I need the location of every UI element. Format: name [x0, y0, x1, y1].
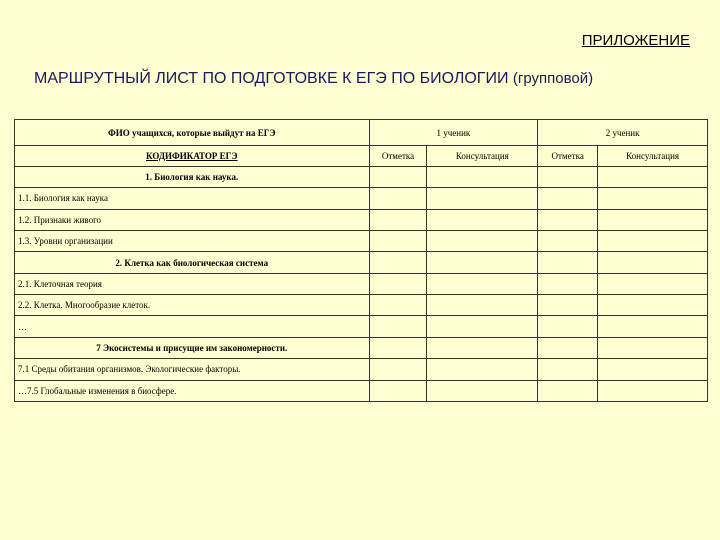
- topic-label: 2.1. Клеточная теория: [15, 273, 370, 294]
- consultation-cell[interactable]: [427, 209, 538, 230]
- topic-row: [15, 209, 708, 230]
- consultation-cell[interactable]: [427, 252, 538, 273]
- grade-cell[interactable]: [369, 337, 427, 358]
- student-2-consultation-header: Консультация: [598, 146, 708, 166]
- consultation-cell[interactable]: [598, 188, 708, 209]
- topic-label: …: [15, 316, 370, 337]
- student-2-header: 2 ученик: [538, 120, 708, 146]
- fio-header: ФИО учащихся, которые выйдут на ЕГЭ: [15, 120, 370, 146]
- section-title: 2. Клетка как биологическая система: [15, 252, 370, 273]
- consultation-cell[interactable]: [598, 166, 708, 187]
- grade-cell[interactable]: [538, 337, 598, 358]
- appendix-label: ПРИЛОЖЕНИЕ: [581, 32, 690, 49]
- consultation-cell[interactable]: [427, 316, 538, 337]
- section-title: 1. Биология как наука.: [15, 166, 370, 187]
- header-row-students: [15, 120, 708, 146]
- grade-cell[interactable]: [369, 252, 427, 273]
- consultation-cell[interactable]: [598, 209, 708, 230]
- consultation-cell[interactable]: [598, 252, 708, 273]
- consultation-cell[interactable]: [427, 380, 538, 401]
- section-row: [15, 337, 708, 358]
- consultation-cell[interactable]: [427, 273, 538, 294]
- title-main: МАРШРУТНЫЙ ЛИСТ ПО ПОДГОТОВКЕ К ЕГЭ ПО БИОЛОГИИ: [34, 70, 509, 87]
- consultation-cell[interactable]: [598, 337, 708, 358]
- consultation-cell[interactable]: [427, 230, 538, 251]
- topic-row: [15, 273, 708, 294]
- grade-cell[interactable]: [538, 188, 598, 209]
- grade-cell[interactable]: [369, 316, 427, 337]
- student-1-consultation-header: Консультация: [427, 146, 538, 166]
- topic-row: [15, 188, 708, 209]
- grade-cell[interactable]: [538, 359, 598, 380]
- topic-row: [15, 359, 708, 380]
- consultation-cell[interactable]: [598, 380, 708, 401]
- grade-cell[interactable]: [538, 166, 598, 187]
- grade-cell[interactable]: [538, 230, 598, 251]
- route-sheet-table: [14, 119, 708, 402]
- grade-cell[interactable]: [369, 273, 427, 294]
- consultation-cell[interactable]: [598, 359, 708, 380]
- grade-cell[interactable]: [538, 273, 598, 294]
- grade-cell[interactable]: [369, 166, 427, 187]
- consultation-cell[interactable]: [427, 188, 538, 209]
- grade-cell[interactable]: [538, 209, 598, 230]
- grade-cell[interactable]: [538, 252, 598, 273]
- topic-row: [15, 295, 708, 316]
- consultation-cell[interactable]: [598, 316, 708, 337]
- grade-cell[interactable]: [538, 380, 598, 401]
- topic-label: …7.5 Глобальные изменения в биосфере.: [15, 380, 370, 401]
- consultation-cell[interactable]: [427, 295, 538, 316]
- header-row-codifier: [15, 146, 708, 166]
- grade-cell[interactable]: [369, 295, 427, 316]
- grade-cell[interactable]: [369, 359, 427, 380]
- consultation-cell[interactable]: [427, 337, 538, 358]
- section-title: 7 Экосистемы и присущие им закономерности.: [15, 337, 370, 358]
- consultation-cell[interactable]: [598, 230, 708, 251]
- topic-label: 2.2. Клетка. Многообразие клеток.: [15, 295, 370, 316]
- codifier-header: КОДИФИКАТОР ЕГЭ: [15, 146, 370, 166]
- topic-row: [15, 380, 708, 401]
- grade-cell[interactable]: [369, 230, 427, 251]
- topic-label: 1.2. Признаки живого: [15, 209, 370, 230]
- grade-cell[interactable]: [538, 295, 598, 316]
- grade-cell[interactable]: [369, 380, 427, 401]
- consultation-cell[interactable]: [427, 359, 538, 380]
- section-row: [15, 166, 708, 187]
- topic-label: 1.3. Уровни организации: [15, 230, 370, 251]
- student-1-grade-header: Отметка: [369, 146, 427, 166]
- consultation-cell[interactable]: [598, 295, 708, 316]
- topic-row: [15, 230, 708, 251]
- student-2-grade-header: Отметка: [538, 146, 598, 166]
- page-title: [34, 70, 593, 88]
- grade-cell[interactable]: [369, 209, 427, 230]
- topic-row: [15, 316, 708, 337]
- student-1-header: 1 ученик: [369, 120, 538, 146]
- consultation-cell[interactable]: [427, 166, 538, 187]
- topic-label: 7.1 Среды обитания организмов. Экологические факторы.: [15, 359, 370, 380]
- grade-cell[interactable]: [369, 188, 427, 209]
- grade-cell[interactable]: [538, 316, 598, 337]
- title-subtitle: (групповой): [512, 70, 594, 87]
- section-row: [15, 252, 708, 273]
- consultation-cell[interactable]: [598, 273, 708, 294]
- topic-label: 1.1. Биология как наука: [15, 188, 370, 209]
